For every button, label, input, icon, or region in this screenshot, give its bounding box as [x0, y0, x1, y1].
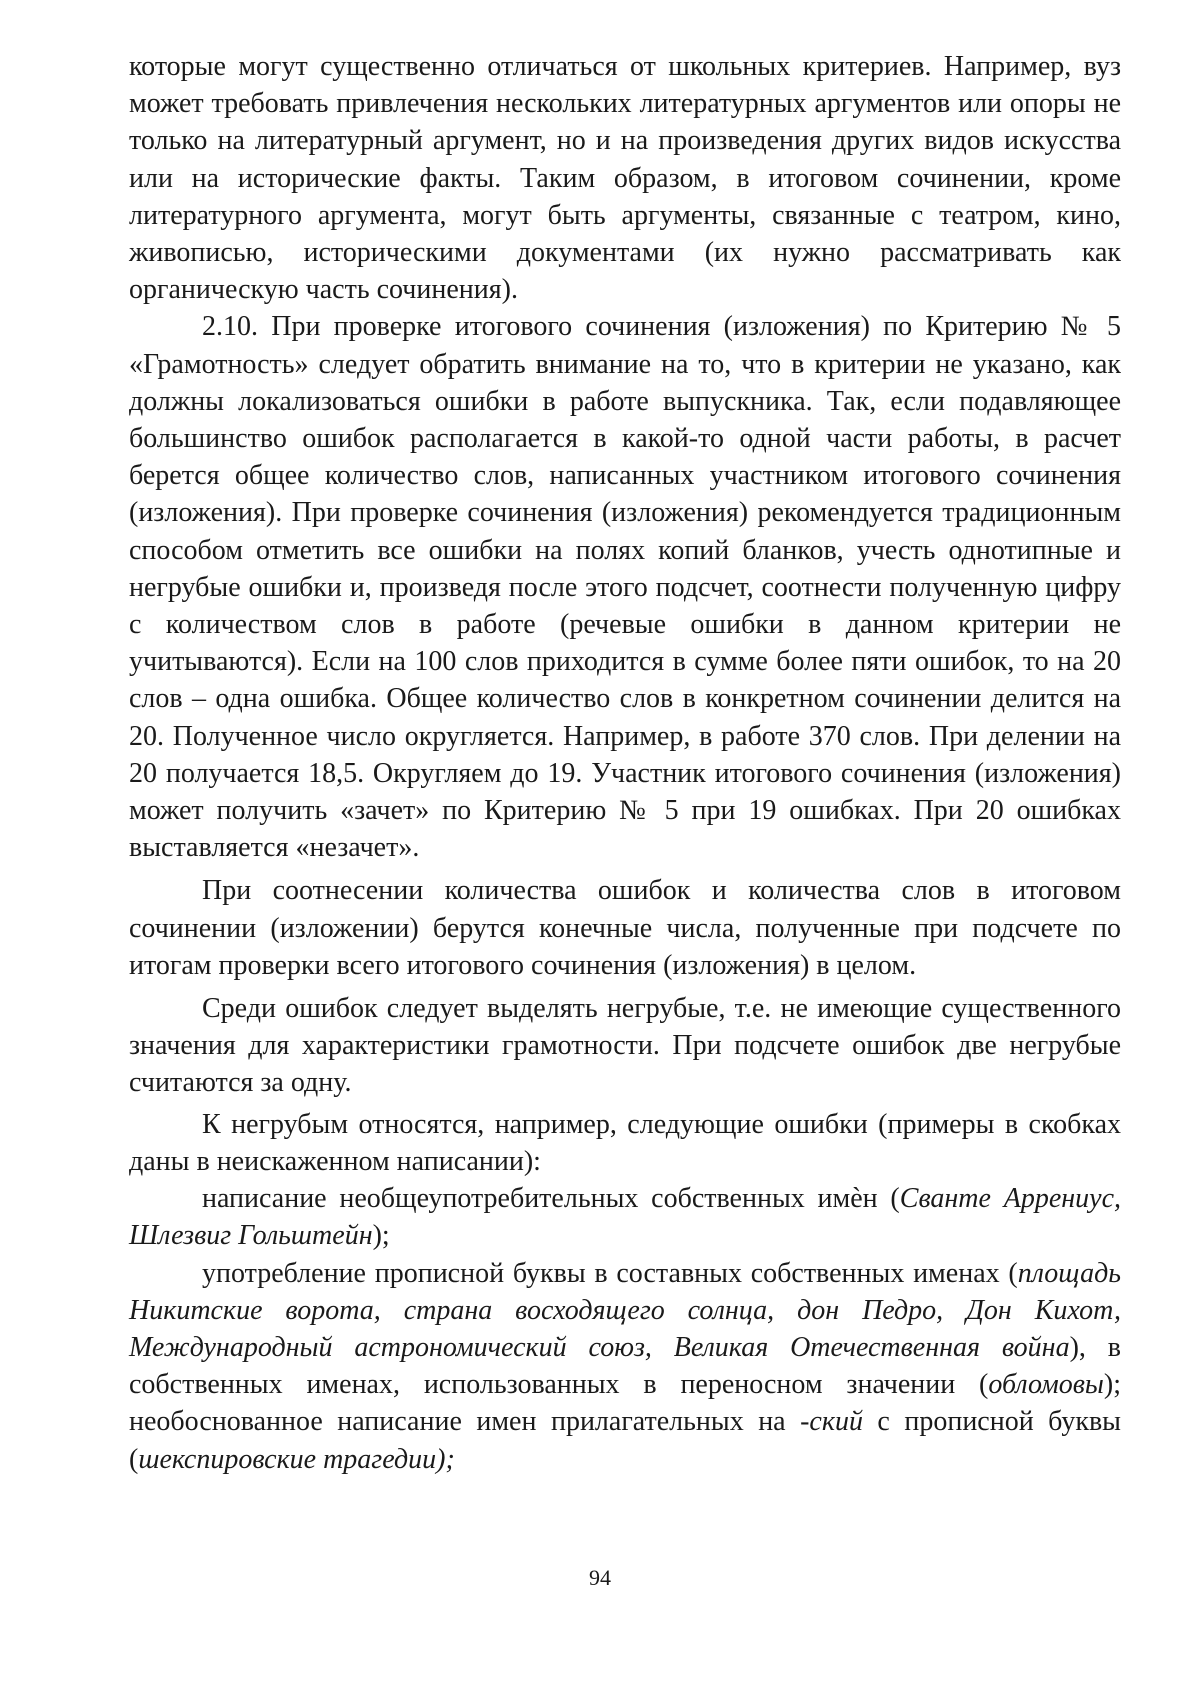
paragraph-2-10-gramotnost	[129, 308, 1121, 866]
paragraph-text: с прописной буквы (	[129, 1406, 1121, 1475]
paragraph-continuation	[129, 48, 1121, 308]
paragraph-capital-letters	[129, 1255, 1121, 1478]
paragraph-minor-errors-definition	[129, 990, 1121, 1102]
paragraph-text: Среди ошибок следует выделять негрубые, т.е. не имеющие существенного значения для характеристики грамотности. При подсчете ошибок две негрубые считаются за одну.	[129, 993, 1121, 1099]
paragraph-text: ); необоснованное написание имен прилагательных на	[129, 1369, 1121, 1438]
paragraph-text: );	[372, 1220, 390, 1252]
paragraph-minor-errors-intro	[129, 1106, 1121, 1180]
paragraph-text: употребление прописной буквы в составных собственных именах (	[202, 1257, 1018, 1289]
paragraph-text: К негрубым относятся, например, следующие ошибки (примеры в скобках даны в неискаженном написании):	[129, 1108, 1121, 1177]
italic-example: Сванте Аррениус, Шлезвиг Гольштейн	[129, 1183, 1121, 1252]
paragraph-text: 2.10. При проверке итогового сочинения (изложения) по Критерию № 5 «Грамотность» следует обратить внимание на то, что в критерии не указано, как должны локализоваться ошибки в работе выпускника. Так, если подавляющее большинство ошибок располагается в какой-то одной части работы, в расчет берется общее количество слов, написанных участником итогового сочинения (изложения). При проверке сочинения (изложения) рекомендуется традиционным способом отметить все ошибки на полях копий бланков, учесть однотипные и негрубые ошибки и, произведя после этого подсчет, соотнести полученную цифру с количеством слов в работе (речевые ошибки в данном критерии не учитываются). Если на 100 слов приходится в сумме более пяти ошибок, то на 20 слов – одна ошибка. Общее количество слов в конкретном сочинении делится на 20. Полученное число округляется. Например, в работе 370 слов. При делении на 20 получается 18,5. Округляем до 19. Участник итогового сочинения (изложения) может получить «зачет» по Критерию № 5 при 19 ошибках. При 20 ошибках выставляется «незачет».	[129, 311, 1121, 864]
paragraph-text: написание необщеупотребительных собственных имѐн (	[202, 1183, 900, 1215]
paragraph-proper-names	[129, 1180, 1121, 1254]
paragraph-text: При соотнесении количества ошибок и количества слов в итоговом сочинении (изложении) берутся конечные числа, полученные при подсчете по итогам проверки всего итогового сочинения (изложения) в целом.	[129, 875, 1121, 981]
italic-example: площадь Никитские ворота, страна восходящего солнца, дон Педро, Дон Кихот, Международный астрономический союз, Великая Отечественная война	[129, 1257, 1121, 1363]
italic-example: обломовы	[988, 1369, 1104, 1401]
italic-example: шекспировские трагедии);	[138, 1443, 455, 1475]
page-number: 94	[589, 1565, 611, 1590]
document-page	[129, 48, 1121, 1478]
paragraph-text: ), в собственных именах, использованных в переносном значении (	[129, 1331, 1121, 1401]
italic-example: -ский	[800, 1406, 863, 1438]
paragraph-error-count-rule	[129, 872, 1121, 984]
paragraph-text: которые могут существенно отличаться от школьных критериев. Например, вуз может требовать привлечения нескольких литературных аргументов или опоры не только на литературный аргумент, но и на произведения других видов искусства или на исторические факты. Таким образом, в итоговом сочинении, кроме литературного аргумента, могут быть аргументы, связанные с театром, кино, живописью, историческими документами (их нужно рассматривать как органическую часть сочинения).	[129, 51, 1121, 306]
